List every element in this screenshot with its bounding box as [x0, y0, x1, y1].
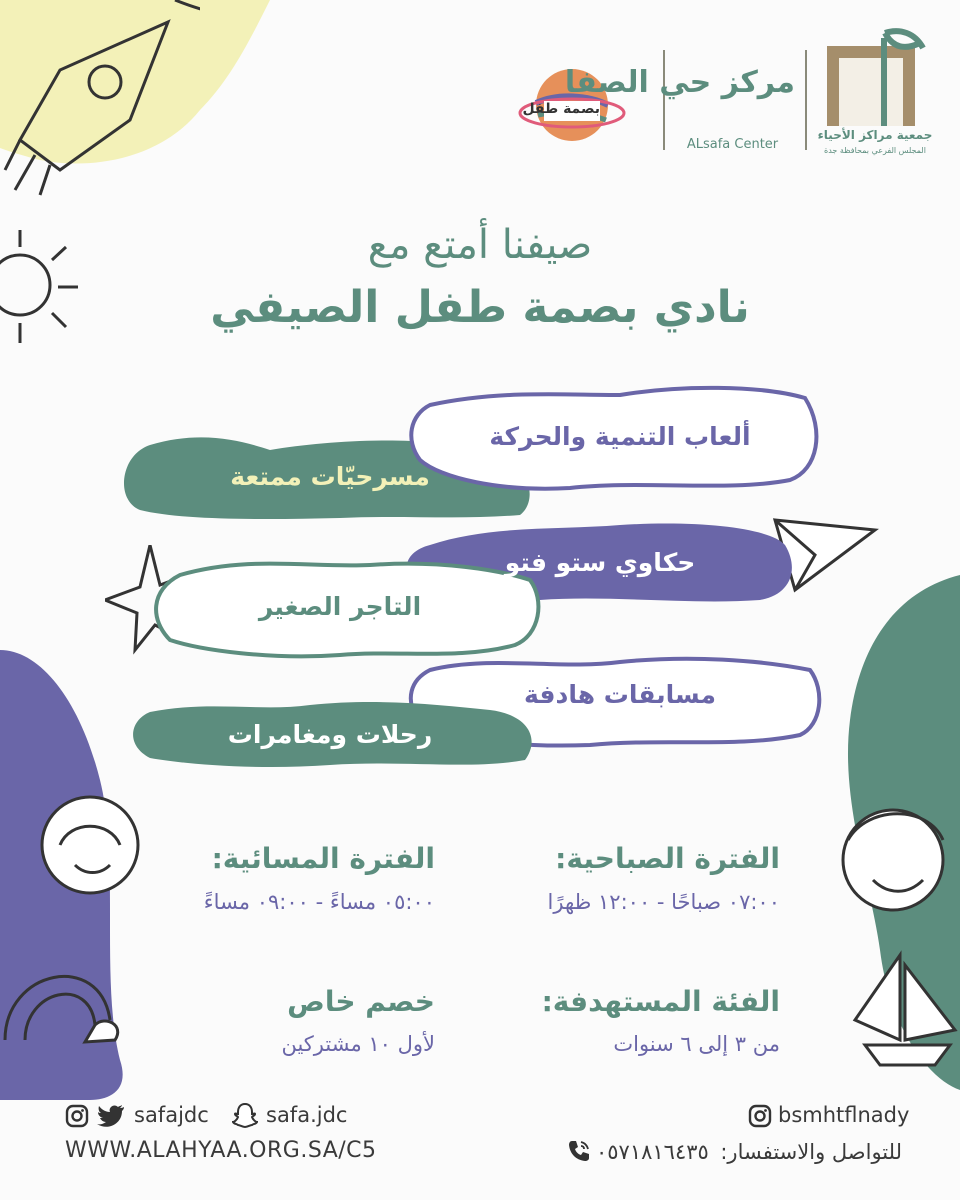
center-logo-arabic: مركز حي الصفا — [564, 65, 795, 100]
program-logo-text: بصمة طفل — [522, 101, 600, 117]
target-group-value: من ٣ إلى ٦ سنوات — [613, 1032, 780, 1056]
phone-icon[interactable] — [566, 1138, 592, 1164]
instagram-icon[interactable] — [65, 1104, 89, 1128]
activity-fun-plays: مسرحيّات ممتعة — [230, 462, 430, 491]
contact-phone[interactable]: ٠٥٧١٨١٦٤٣٥ — [596, 1140, 709, 1164]
activity-competitions: مسابقات هادفة — [524, 680, 716, 709]
discount-label: خصم خاص — [287, 985, 435, 1018]
website-link[interactable]: WWW.ALAHYAA.ORG.SA/C5 — [65, 1138, 377, 1163]
snapchat-icon[interactable] — [232, 1102, 258, 1128]
snapchat-handle[interactable]: safa.jdc — [266, 1103, 348, 1127]
center-logo-english: ALsafa Center — [686, 137, 779, 152]
morning-period-label: الفترة الصباحية: — [555, 842, 780, 875]
title-line-2: نادي بصمة طفل الصيفي — [210, 282, 750, 333]
activity-trips-adventures: رحلات ومغامرات — [227, 720, 433, 749]
twitter-instagram-handle[interactable]: safajdc — [134, 1103, 209, 1127]
morning-period-value: ٠٧:٠٠ صباحًا - ١٢:٠٠ ظهرًا — [547, 890, 780, 914]
activity-little-merchant: التاجر الصغير — [258, 592, 422, 621]
evening-period-value: ٠٥:٠٠ مساءً - ٠٩:٠٠ مساءً — [203, 890, 435, 914]
discount-value: لأول ١٠ مشتركين — [281, 1032, 435, 1056]
twitter-icon[interactable] — [97, 1104, 125, 1128]
contact-label: للتواصل والاستفسار: — [720, 1140, 902, 1164]
title-line-1: صيفنا أمتع مع — [367, 222, 593, 268]
association-name: جمعية مراكز الأحياء — [817, 128, 933, 142]
target-group-label: الفئة المستهدفة: — [541, 985, 780, 1018]
evening-period-label: الفترة المسائية: — [211, 842, 435, 875]
activity-storytelling: حكاوي ستو فتو — [504, 548, 696, 577]
instagram-icon-right[interactable] — [748, 1104, 772, 1128]
instagram-handle-right[interactable]: bsmhtflnady — [778, 1103, 910, 1127]
activity-development-games: ألعاب التنمية والحركة — [489, 422, 751, 451]
association-sub: المجلس الفرعي بمحافظة جدة — [824, 146, 926, 155]
